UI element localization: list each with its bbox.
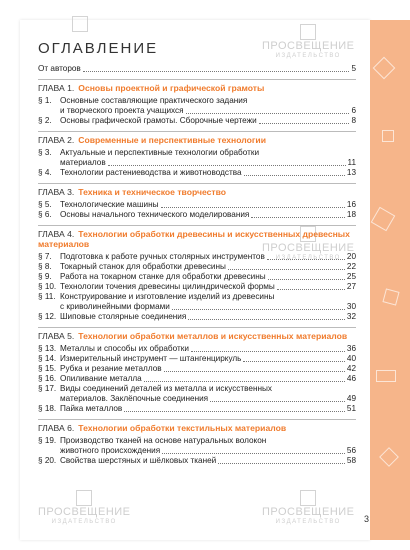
toc-section-entry[interactable] (38, 404, 356, 414)
toc-section-entry[interactable] (38, 210, 356, 220)
chapter-heading[interactable] (38, 183, 356, 197)
section-title-line: материалов. Заклёпочные соединения (60, 394, 209, 403)
section-last-line (60, 446, 356, 456)
section-body (60, 374, 356, 384)
section-last-line (60, 456, 356, 466)
toc-section-entry[interactable] (38, 116, 356, 126)
section-body (60, 96, 356, 116)
dot-leader (268, 279, 345, 280)
section-title-line: Металлы и способы их обработки (60, 344, 189, 353)
section-number: § 12. (38, 312, 57, 321)
section-last-line (60, 272, 356, 282)
section-number: § 8. (38, 262, 52, 271)
section-body (60, 272, 356, 282)
toc-page-number: 6 (351, 106, 356, 115)
section-last-line (60, 252, 356, 262)
toc-page-number: 8 (351, 116, 356, 125)
section-number: § 6. (38, 210, 52, 219)
section-title-line: Технологические машины (60, 200, 159, 209)
chapter-title: Технологии обработки текстильных материалов (78, 423, 287, 433)
section-last-line (60, 262, 356, 272)
section-title-line: Работа на токарном станке для обработки древесины (60, 272, 266, 281)
section-title-line: материалов (60, 158, 106, 167)
toc-entry-label: От авторов (38, 64, 81, 73)
toc-section-entry[interactable] (38, 148, 356, 168)
section-body (60, 292, 356, 312)
dot-leader (108, 165, 346, 166)
section-last-line (60, 106, 356, 116)
section-body (60, 116, 356, 126)
toc-section-entry[interactable] (38, 344, 356, 354)
section-title-line: Основы начального технического моделирования (60, 210, 250, 219)
chapter-heading[interactable] (38, 131, 356, 145)
chapter-title: Современные и перспективные технологии (78, 135, 266, 145)
dot-leader (124, 411, 345, 412)
section-body (60, 252, 356, 262)
dot-leader (259, 123, 350, 124)
chapter-label: ГЛАВА 4. (38, 229, 75, 239)
section-number: § 17. (38, 384, 57, 393)
toc-section-entry[interactable] (38, 354, 356, 364)
dot-leader (186, 113, 350, 114)
toc-page-number: 51 (346, 404, 356, 413)
section-body (60, 210, 356, 220)
page-number: 3 (364, 514, 370, 524)
decorative-side-strip (370, 20, 410, 540)
toc-page-number: 16 (346, 200, 356, 209)
section-last-line (60, 282, 356, 292)
dot-leader (210, 401, 345, 402)
toc-page-number: 30 (346, 302, 356, 311)
toc-section-entry[interactable] (38, 374, 356, 384)
toc-page-number: 11 (347, 158, 356, 167)
toc-page-number: 36 (346, 344, 356, 353)
toc-section-entry[interactable] (38, 364, 356, 374)
section-last-line (60, 394, 356, 404)
section-last-line (60, 374, 356, 384)
section-title-line: Пайка металлов (60, 404, 123, 413)
section-last-line (60, 364, 356, 374)
toc-page-number: 25 (346, 272, 356, 281)
toc-page-number: 20 (346, 252, 356, 261)
section-body (60, 354, 356, 364)
publisher-watermark: ПРОСВЕЩЕНИЕ ИЗДАТЕЛЬСТВО (262, 490, 355, 527)
toc-section-entry[interactable] (38, 96, 356, 116)
section-body (60, 404, 356, 414)
table-of-contents (38, 64, 356, 466)
toc-page-number: 18 (346, 210, 356, 219)
section-title-line: Измерительный инструмент — штангенциркуль (60, 354, 242, 363)
section-body (60, 200, 356, 210)
section-title-line: Актуальные и перспективные технологии обработки (60, 148, 260, 157)
section-title-line: Рубка и резание металлов (60, 364, 162, 373)
section-title-line: с криволинейными формами (60, 302, 170, 311)
toc-page-number: 56 (346, 446, 356, 455)
dot-leader (267, 259, 345, 260)
toc-section-entry[interactable] (38, 312, 356, 322)
section-body (60, 384, 356, 404)
toc-section-entry[interactable] (38, 272, 356, 282)
section-title-line: Опиливание металла (60, 374, 142, 383)
chapter-label: ГЛАВА 1. (38, 83, 75, 93)
publisher-watermark: ПРОСВЕЩЕНИЕ ИЗДАТЕЛЬСТВО (262, 24, 355, 61)
section-last-line (60, 210, 356, 220)
section-last-line (60, 168, 356, 178)
section-number: § 7. (38, 252, 52, 261)
publisher-logo-icon (300, 24, 316, 40)
section-title-line: Свойства шерстяных и шёлковых тканей (60, 456, 217, 465)
dot-leader (218, 463, 345, 464)
toc-page-number: 46 (346, 374, 356, 383)
chapter-heading[interactable] (38, 327, 356, 341)
publisher-logo-icon (300, 490, 316, 506)
section-last-line (60, 302, 356, 312)
section-last-line (60, 158, 356, 168)
section-title-line: Технологии точения древесины цилиндрической формы (60, 282, 275, 291)
toc-page-number: 22 (346, 262, 356, 271)
section-body (60, 282, 356, 292)
dot-leader (162, 453, 345, 454)
toc-page-number: 32 (346, 312, 356, 321)
section-title-line: Конструирование и изготовление изделий из древесины (60, 292, 275, 301)
toc-section-entry[interactable] (38, 252, 356, 262)
section-number: § 2. (38, 116, 52, 125)
section-body (60, 456, 356, 466)
section-title-line: и творческого проекта учащихся (60, 106, 184, 115)
section-title-line: Производство тканей на основе натуральных волокон (60, 436, 267, 445)
publisher-watermark (72, 16, 88, 33)
dot-leader (161, 207, 345, 208)
section-number: § 3. (38, 148, 52, 157)
toc-section-entry[interactable] (38, 168, 356, 178)
toc-page-number: 5 (351, 64, 356, 73)
section-number: § 18. (38, 404, 57, 413)
dot-leader (228, 269, 345, 270)
toc-page-number: 58 (346, 456, 356, 465)
section-body (60, 312, 356, 322)
section-last-line (60, 312, 356, 322)
section-number: § 19. (38, 436, 57, 445)
section-title-line: Токарный станок для обработки древесины (60, 262, 226, 271)
section-number: § 4. (38, 168, 52, 177)
chapter-title: Техника и техническое творчество (78, 187, 227, 197)
publisher-watermark: ПРОСВЕЩЕНИЕ ИЗДАТЕЛЬСТВО (262, 226, 355, 263)
section-number: § 5. (38, 200, 52, 209)
section-number: § 14. (38, 354, 57, 363)
toc-section-entry[interactable] (38, 262, 356, 272)
dot-leader (244, 175, 345, 176)
toc-section-entry[interactable] (38, 436, 356, 456)
toc-page-number: 27 (346, 282, 356, 291)
toc-page-number: 42 (346, 364, 356, 373)
section-body (60, 344, 356, 354)
dot-leader (243, 361, 344, 362)
dot-leader (277, 289, 345, 290)
section-title-line: животного происхождения (60, 446, 161, 455)
chapter-heading[interactable] (38, 79, 356, 93)
chapter-heading[interactable] (38, 225, 356, 249)
toc-section-entry[interactable] (38, 384, 356, 404)
toc-section-entry[interactable] (38, 292, 356, 312)
chapter-label: ГЛАВА 3. (38, 187, 75, 197)
toc-intro-entry[interactable] (38, 64, 356, 74)
section-number: § 11. (38, 292, 56, 301)
publisher-watermark: ПРОСВЕЩЕНИЕ ИЗДАТЕЛЬСТВО (38, 490, 131, 527)
section-number: § 10. (38, 282, 57, 291)
section-last-line (60, 404, 356, 414)
section-last-line (60, 354, 356, 364)
dot-leader (144, 381, 345, 382)
chapter-label: ГЛАВА 6. (38, 423, 75, 433)
chapter-title: Технологии обработки древесины и искусственных древесных материалов (38, 229, 350, 249)
publisher-logo-icon (72, 16, 88, 32)
publisher-logo-icon (76, 490, 92, 506)
section-body (60, 436, 356, 456)
section-body (60, 168, 356, 178)
chapter-title: Основы проектной и графической грамоты (78, 83, 265, 93)
dot-leader (164, 371, 345, 372)
section-title-line: Основные составляющие практического задания (60, 96, 248, 105)
section-body (60, 262, 356, 272)
section-number: § 15. (38, 364, 57, 373)
chapter-title: Технологии обработки металлов и искусственных материалов (78, 331, 348, 341)
chapter-label: ГЛАВА 2. (38, 135, 75, 145)
chapter-heading[interactable] (38, 419, 356, 433)
section-last-line (60, 116, 356, 126)
section-title-line: Технологии растениеводства и животноводства (60, 168, 242, 177)
toc-section-entry[interactable] (38, 200, 356, 210)
section-title-line: Основы графической грамоты. Сборочные чертежи (60, 116, 257, 125)
section-body (60, 364, 356, 374)
dot-leader (188, 319, 345, 320)
dot-leader (251, 217, 345, 218)
section-number: § 20. (38, 456, 57, 465)
toc-page-number: 49 (346, 394, 356, 403)
section-last-line (60, 344, 356, 354)
section-number: § 1. (38, 96, 52, 105)
section-title-line: Шиповые столярные соединения (60, 312, 187, 321)
section-number: § 9. (38, 272, 52, 281)
dot-leader (191, 351, 345, 352)
toc-section-entry[interactable] (38, 456, 356, 466)
dot-leader (83, 71, 350, 72)
section-number: § 16. (38, 374, 57, 383)
section-body (60, 148, 356, 168)
section-title-line: Подготовка к работе ручных столярных инструментов (60, 252, 265, 261)
chapter-label: ГЛАВА 5. (38, 331, 75, 341)
page-title: ОГЛАВЛЕНИЕ (38, 40, 159, 57)
toc-page-number: 13 (346, 168, 356, 177)
section-title-line: Виды соединений деталей из металла и искусственных (60, 384, 272, 393)
dot-leader (172, 309, 345, 310)
toc-section-entry[interactable] (38, 282, 356, 292)
section-number: § 13. (38, 344, 57, 353)
toc-page-number: 40 (346, 354, 356, 363)
section-last-line (60, 200, 356, 210)
